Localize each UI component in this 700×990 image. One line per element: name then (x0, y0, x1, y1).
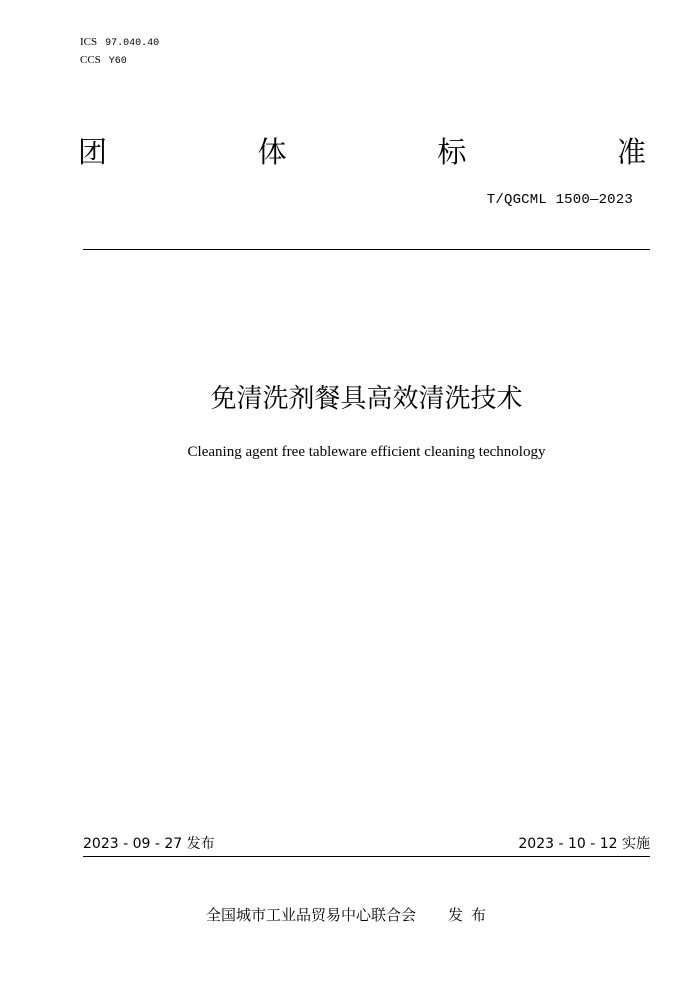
standard-type-char: 准 (616, 135, 646, 169)
standard-type-char: 团 (78, 135, 108, 169)
classification-block (80, 34, 159, 70)
publish-date: 2023 - 09 - 27 发布 (83, 836, 215, 852)
publisher-line (206, 905, 494, 925)
standard-type-char: 体 (257, 135, 287, 169)
implement-date: 2023 - 10 - 12 实施 (518, 836, 650, 852)
standard-type-heading (78, 134, 646, 170)
standard-type-char: 标 (437, 135, 467, 169)
title-chinese: 免清洗剂餐具高效清洗技术 (210, 384, 523, 414)
ccs-row (80, 52, 159, 70)
standard-number: T/QGCML 1500—2023 (486, 192, 633, 208)
top-divider (83, 249, 650, 250)
title-english: Cleaning agent free tableware efficient cleaning technology (187, 444, 546, 460)
publisher-action: 发布 (448, 906, 495, 924)
ics-row (80, 34, 159, 52)
publisher-name: 全国城市工业品贸易中心联合会 (206, 906, 417, 924)
date-row (83, 834, 650, 854)
bottom-divider (83, 856, 650, 857)
ics-code: 97.040.40 (105, 38, 160, 49)
ccs-code: Y60 (108, 56, 127, 67)
ics-label: ICS (80, 36, 98, 48)
ccs-label: CCS (80, 54, 101, 66)
